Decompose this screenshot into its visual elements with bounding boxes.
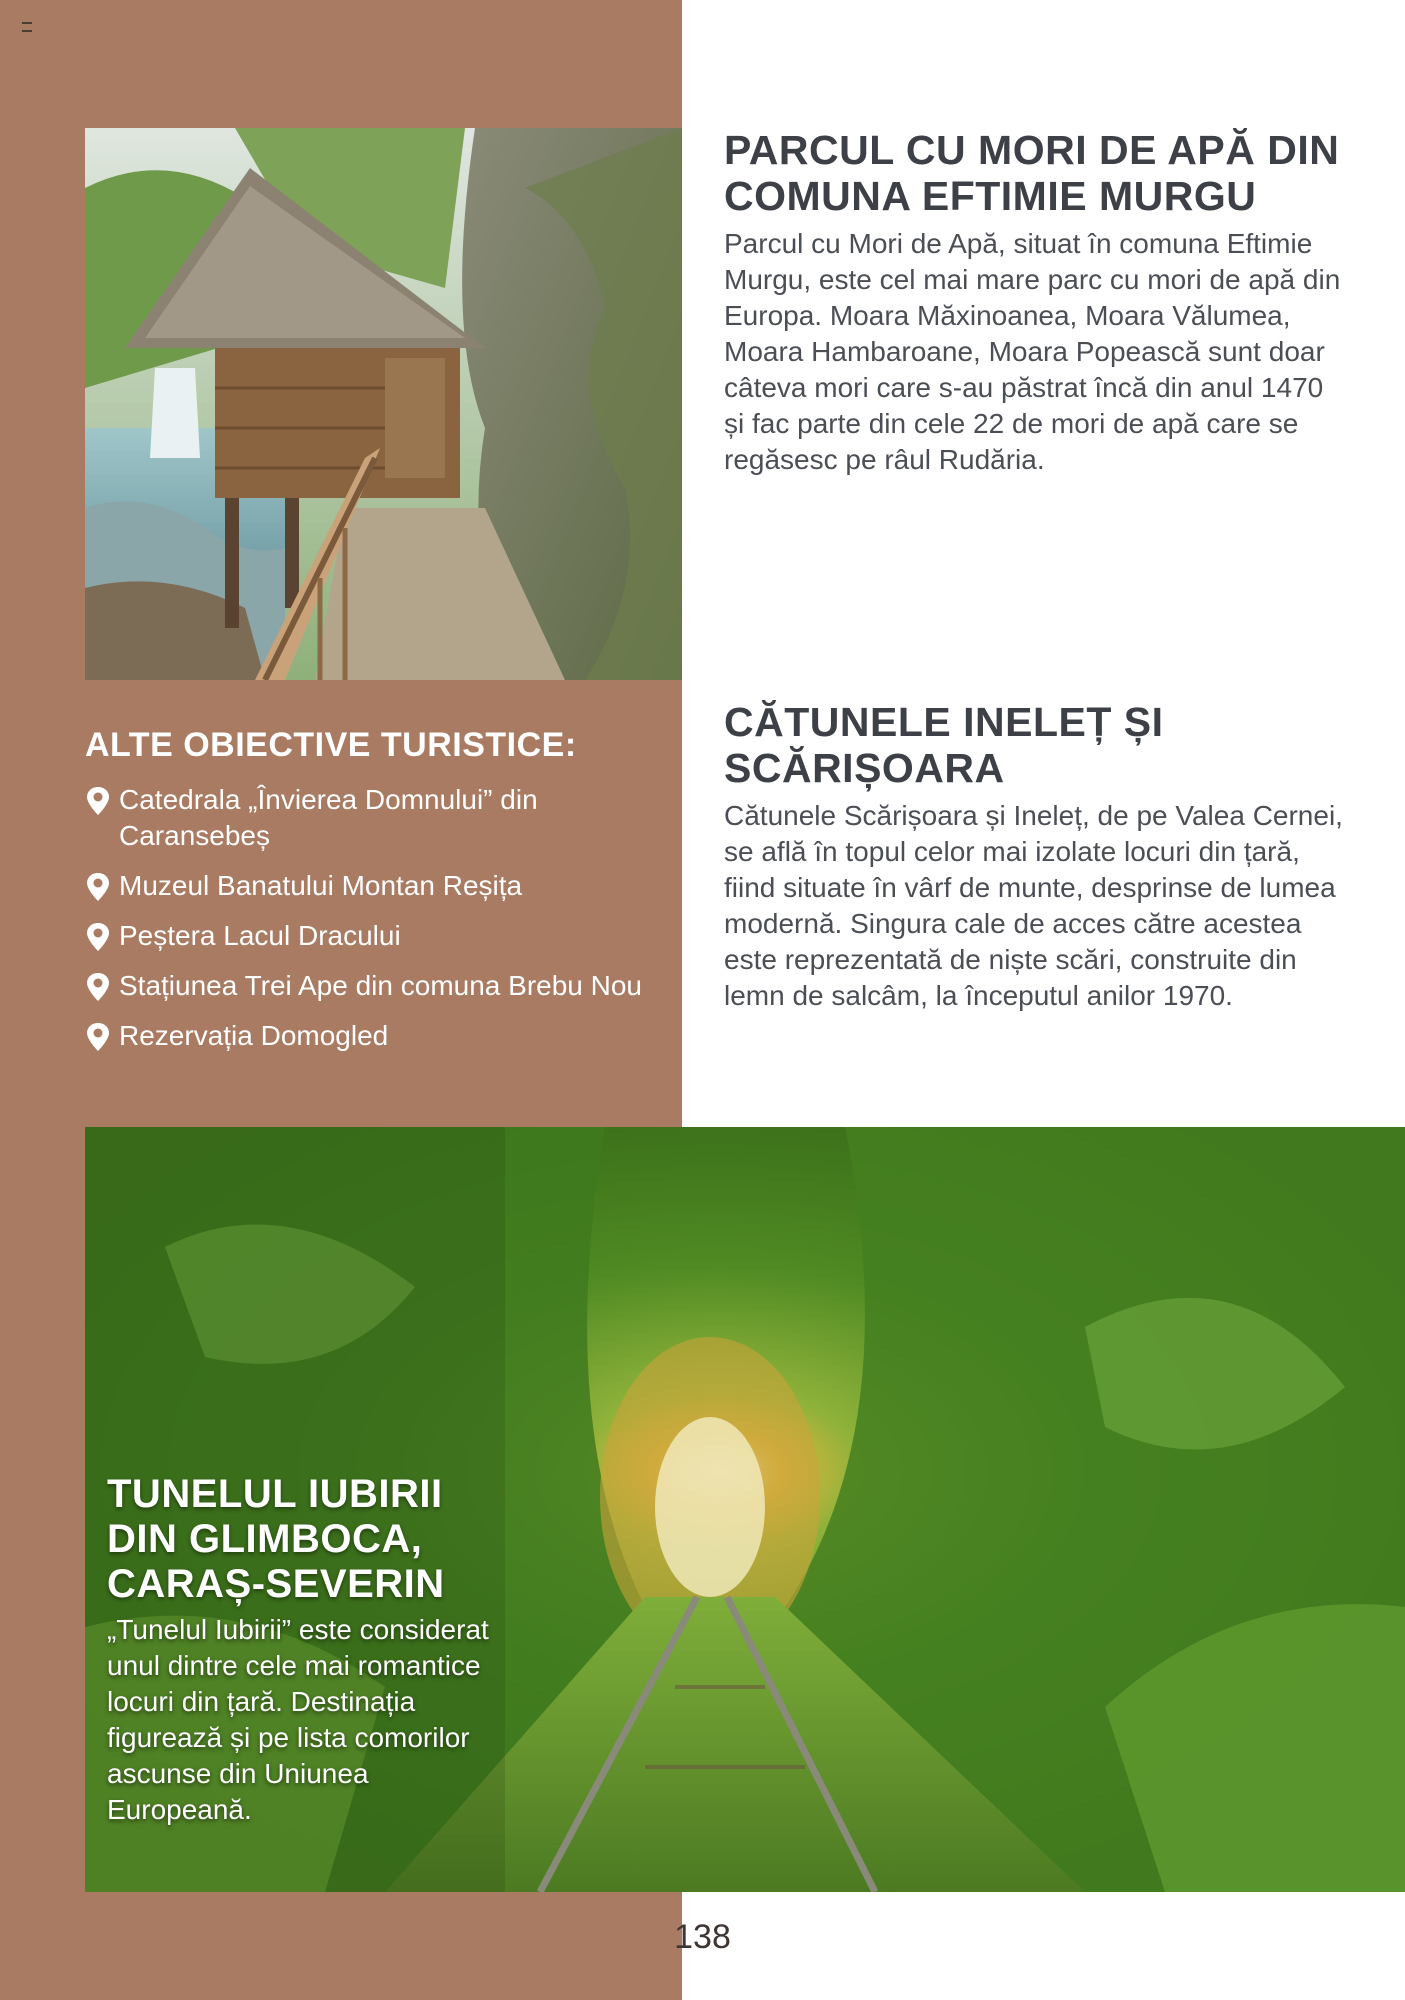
attraction-label: Rezervația Domogled: [119, 1020, 389, 1052]
tunnel-title: TUNELUL IUBIRII DIN GLIMBOCA, CARAȘ-SEVERIN: [107, 1472, 445, 1606]
menu-icon[interactable]: [22, 22, 32, 32]
attraction-label: Peștera Lacul Dracului: [119, 920, 401, 952]
mill-park-text: Parcul cu Mori de Apă, situat în comuna Eftimie Murgu, este cel mai mare parc cu mori de apă din Europa. Moara Măxinoanea, Moara Vălumea, Moara Hambaroane, Moara Popească sunt doar câteva mori care s-au păstrat încă din anul 1470 și fac parte din cele 22 de mori de apă care se regăsesc pe râul Rudăria.: [724, 227, 1341, 475]
catune-section: [724, 700, 1344, 1014]
list-item: [85, 918, 665, 954]
mill-park-section: [724, 128, 1344, 478]
attraction-label: Catedrala „Învierea Domnului” din Caransebeș: [119, 784, 538, 852]
map-pin-icon: [85, 922, 111, 952]
map-pin-icon: [85, 872, 111, 902]
list-item: [85, 1018, 665, 1054]
tunnel-text: „Tunelul Iubirii” este considerat unul dintre cele mai romantice locuri din țară. Destinația figurează și pe lista comorilor ascunse din Uniunea Europeană.: [107, 1614, 489, 1826]
attraction-label: Stațiunea Trei Ape din comuna Brebu Nou: [119, 970, 643, 1002]
page-number: 138: [674, 1918, 731, 1956]
map-pin-icon: [85, 786, 111, 816]
attraction-label: Muzeul Banatului Montan Reșița: [119, 870, 523, 902]
other-attractions-section: [85, 726, 665, 1068]
attractions-list: [85, 782, 665, 1054]
catune-text: Cătunele Scărișoara și Ineleț, de pe Valea Cernei, se află în topul celor mai izolate locuri din țară, fiind situate în vârf de munte, desprinse de lumea modernă. Singura cale de acces către acestea este reprezentată de niște scări, construite din lemn de salcâm, la începutul anilor 1970.: [724, 799, 1343, 1011]
water-mill-photo: [85, 128, 682, 680]
list-item: [85, 868, 665, 904]
list-item: [85, 968, 665, 1004]
map-pin-icon: [85, 1022, 111, 1052]
mill-park-title: PARCUL CU MORI DE APĂ DIN COMUNA EFTIMIE MURGU: [724, 127, 1340, 219]
map-pin-icon: [85, 972, 111, 1002]
other-attractions-title: ALTE OBIECTIVE TURISTICE:: [85, 726, 577, 764]
tunnel-section: [107, 1472, 507, 1828]
catune-title: CĂTUNELE INELEȚ ȘI SCĂRIȘOARA: [724, 699, 1164, 791]
list-item: [85, 782, 665, 854]
